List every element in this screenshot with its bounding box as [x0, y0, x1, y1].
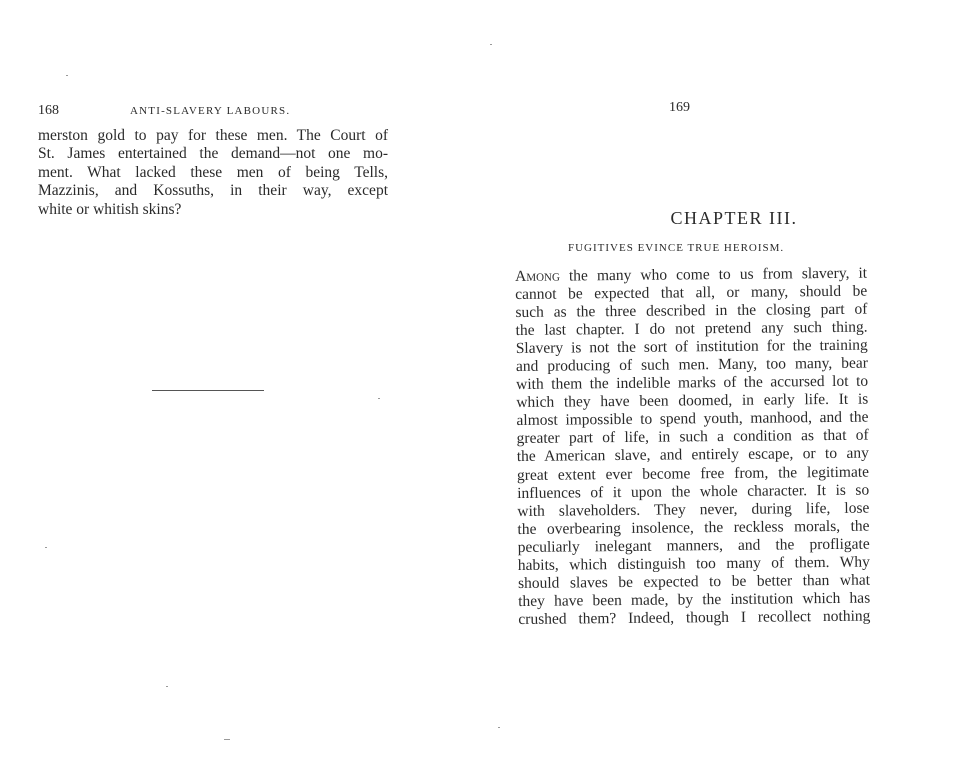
text-line: white or whitish skins?: [38, 200, 182, 218]
scan-speck: [45, 547, 47, 548]
text-line: the overbearing insolence, the reckless morals, the: [517, 517, 870, 538]
text-line: they have been made, by the institution which has: [518, 589, 871, 610]
chapter-subtitle: FUGITIVES EVINCE TRUE HEROISM.: [568, 242, 785, 254]
section-end-rule: [152, 390, 264, 391]
scan-speck: [66, 75, 68, 76]
left-page-body: [38, 127, 388, 219]
right-page-body: [515, 265, 870, 629]
text-line: habits, which distinguish too many of them. Why: [517, 553, 870, 574]
text-line: influences of it upon the whole character. It is so: [517, 481, 870, 502]
scan-speck: [378, 398, 380, 399]
text-line: with them the indelible marks of the accursed lot to: [516, 372, 869, 394]
text-line: and producing of such men. Many, too many, bear: [515, 354, 869, 376]
scan-speck: [224, 739, 230, 740]
text-line: such as the three described in the closing part of: [515, 300, 868, 322]
text-line: peculiarly inelegant manners, and the profligate: [517, 535, 870, 556]
text-line: the American slave, and entirely escape, or to any: [516, 445, 869, 466]
text-line: great extent ever become free from, the legitimate: [516, 463, 870, 484]
text-line: almost impossible to spend youth, manhood, and the: [516, 408, 869, 430]
scan-speck: [490, 44, 492, 45]
opening-word: Among: [515, 267, 560, 285]
right-page-number: 169: [669, 100, 690, 115]
left-page: [0, 0, 480, 767]
scan-speck: [166, 686, 168, 687]
text-line: merston gold to pay for these men. The Court of: [38, 127, 388, 144]
text-line: Slavery is not the sort of institution for the training: [515, 336, 868, 358]
text-line: St. James entertained the demand—not one mo-: [38, 145, 388, 163]
text-line: with slaveholders. They never, during life, lose: [517, 499, 870, 520]
text-line: the last chapter. I do not pretend any such thing.: [515, 318, 868, 340]
text-line: ment. What lacked these men of being Tells,: [38, 163, 388, 181]
text-line: should slaves be expected to be better than what: [517, 571, 871, 592]
text-line: crushed them? Indeed, though I recollect nothing: [518, 607, 871, 628]
text-line: which they have been doomed, in early life. It is: [516, 390, 869, 412]
chapter-title: CHAPTER III.: [670, 208, 798, 228]
right-page: [480, 0, 980, 767]
text-line: Among the many who come to us from slavery, it: [515, 264, 868, 285]
text-line: Mazzinis, and Kossuths, in their way, except: [38, 182, 388, 200]
scan-speck: [498, 727, 500, 728]
text-line: greater part of life, in such a condition as that of: [516, 427, 869, 448]
running-head: ANTI-SLAVERY LABOURS.: [130, 105, 291, 117]
left-page-header: [38, 103, 390, 123]
left-page-number: 168: [38, 103, 59, 118]
text-line: cannot be expected that all, or many, should be: [515, 282, 868, 304]
